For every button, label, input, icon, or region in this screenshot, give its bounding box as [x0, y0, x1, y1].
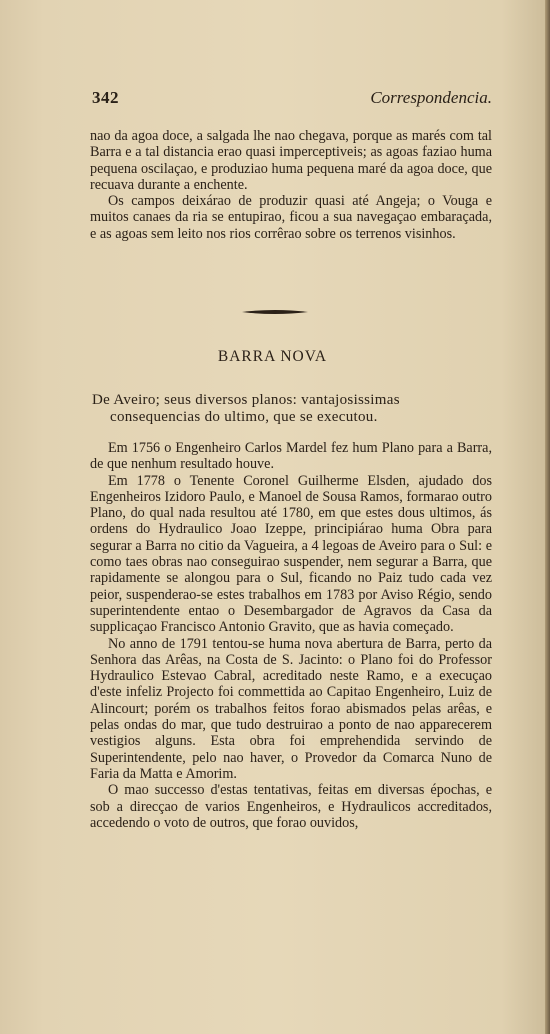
page-header — [92, 88, 492, 112]
paragraph: nao da agoa doce, a salgada lhe nao chegava, porque as marés com tal Barra e a tal distancia erao quasi imperceptiveis; as agoas faziao huma pequena oscilaçao, e produziao huma pequena maré da agoa doce, que recuava durante a enchente. — [90, 128, 492, 193]
paragraph: Em 1756 o Engenheiro Carlos Mardel fez hum Plano para a Barra, de que nenhum resultado houve. — [90, 440, 492, 473]
paragraph: Os campos deixárao de produzir quasi até Angeja; o Vouga e muitos canaes da ria se entupirao, ficou a sua navegaçao embaraçada, e as agoas sem leito nos rios corrêrao sobre os terrenos visinhos. — [90, 193, 492, 242]
section-body — [90, 440, 492, 831]
paragraph: O mao successo d'estas tentativas, feitas em diversas épochas, e sob a direcçao de varios Engenheiros, e Hydraulicos accreditados, accedendo o voto de outros, que forao ouvidos, — [90, 782, 492, 831]
paragraph: Em 1778 o Tenente Coronel Guilherme Elsden, ajudado dos Engenheiros Izidoro Paulo, e Manoel de Sousa Ramos, formarao outro Plano, do qual nada resultou até 1780, em que estes dous ultimos, ás ordens do Hydraulico Joao Izeppe, principiárao huma Obra para segurar a Barra no citio da Vagueira, a 4 legoas de Aveiro para o Sul: e como taes obras nao conseguirao suspender, nem segurar a Barra, que rapidamente se alongou para o Sul, ficando no Paiz tudo cada vez peior, suspenderao-se estes trabalhos em 1783 por Aviso Régio, sendo superintendente entao o Desembargador de Agravos da Casa da supplicaçao Francisco Antonio Gravito, que as havia começado. — [90, 472, 492, 636]
ornamental-rule — [242, 309, 308, 315]
subtitle-line: consequencias do ultimo, que se executou. — [110, 409, 378, 425]
section-title: BARRA NOVA — [217, 348, 328, 365]
continued-text — [90, 128, 492, 242]
book-spine-edge — [545, 0, 550, 1034]
running-title: Correspondencia. — [370, 88, 492, 107]
paragraph: No anno de 1791 tentou-se huma nova abertura de Barra, perto da Senhora das Arêas, na Costa de S. Jacinto: o Plano foi do Professor Hydraulico Estevao Cabral, acreditado neste Ramo, e a execuçao d'este infeliz Projecto foi commettida ao Capitao Engenheiro, Luiz de Alincourt; porém os trabalhos feitos forao abismados pelas arêas, e pelas ondas do mar, que tudo destruirao a ponto de nao apparecerem vestigios alguns. Esta obra foi emprehendida servindo de Superintendente, pelo nao haver, o Provedor da Comarca Nuno de Faria da Matta e Amorim. — [90, 635, 492, 782]
page-number: 342 — [92, 88, 119, 107]
section-subtitle — [92, 392, 492, 426]
subtitle-line: De Aveiro; seus diversos planos: vantajosissimas — [92, 392, 400, 408]
